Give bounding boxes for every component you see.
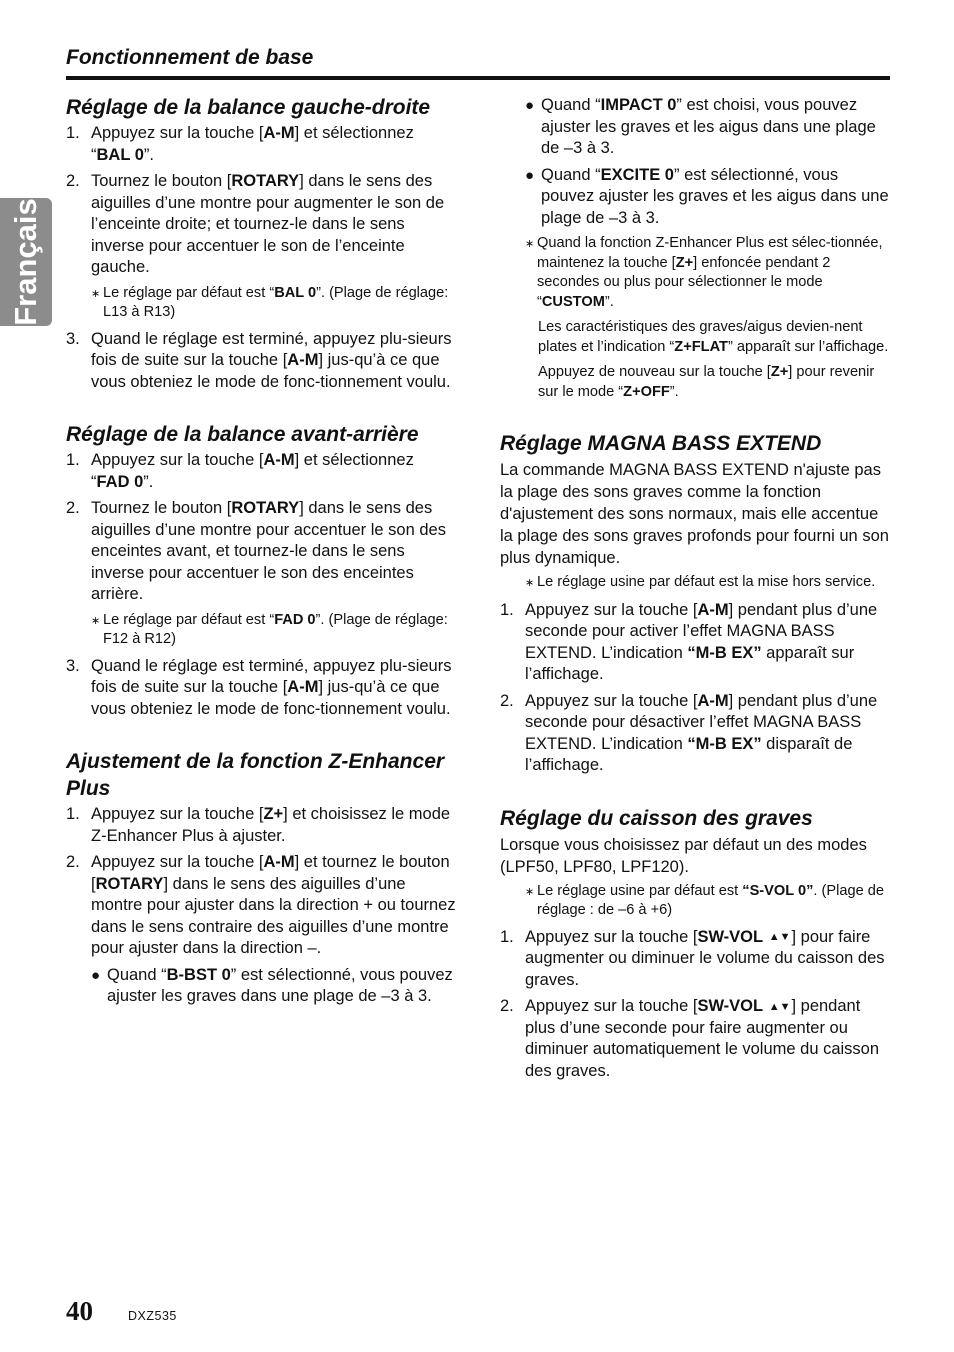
bullet-item (525, 95, 892, 160)
list-item (500, 927, 892, 992)
heading-z-enhancer: Ajustement de la fonction Z-Enhancer Plus (66, 750, 445, 800)
step-text: Quand le réglage est terminé, appuyez plu-sieurs fois de suite sur la touche [A-M] jus-qu’à ce que vous obteniez le mode de fonc-tionnement voulu. (91, 329, 452, 391)
step-text: Appuyez sur la touche [SW-VOL ▲▼] pendant plus d’une seconde pour faire augmenter ou diminuer automatiquement le volume du caisson des graves. (525, 997, 880, 1080)
right-column (500, 95, 892, 1087)
step-number: 3. (66, 329, 80, 348)
list-item (500, 996, 892, 1082)
list-item (66, 804, 456, 847)
asterisk-icon: ∗ (525, 238, 535, 250)
step-number: 2. (500, 997, 514, 1015)
step-text: Appuyez sur la touche [A-M] pendant plus d’une seconde pour désactiver l’effet MAGNA BASS EXTEND. L’indication “M-B EX” disparaît de l’affichage. (525, 691, 878, 774)
step-text: Appuyez sur la touche [A-M] et sélectionnez “BAL 0”. (91, 124, 414, 164)
list-item (66, 450, 456, 493)
asterisk-icon: ∗ (525, 577, 535, 589)
step-number: 2. (66, 172, 80, 190)
bullet-item (525, 165, 892, 230)
step-number: 1. (66, 451, 80, 469)
step-text: Appuyez sur la touche [A-M] et sélectionnez “FAD 0”. (91, 451, 414, 491)
list-item (66, 123, 456, 166)
heading-magna-bass: Réglage MAGNA BASS EXTEND (500, 432, 822, 455)
bullet-text: Quand “IMPACT 0” est choisi, vous pouvez ajuster les graves et les aigus dans une plage de –3 à 3. (541, 96, 876, 157)
list-item (66, 329, 456, 394)
list-item (66, 852, 456, 960)
note-text: Le réglage usine par défaut est “S-VOL 0”. (Plage de réglage : de –6 à +6) (537, 882, 884, 918)
step-text: Tournez le bouton [ROTARY] dans le sens des aiguilles d’une montre pour augmenter le son de l’enceinte droite; et tournez-le dans le sens inverse pour accentuer le son de l’enceinte gauche. (91, 172, 445, 276)
list-item (66, 656, 456, 721)
intro-paragraph: Lorsque vous choisissez par défaut un des modes (LPF50, LPF80, LPF120). (500, 835, 867, 876)
list-item (500, 691, 892, 777)
left-column (66, 94, 456, 1013)
note (525, 234, 892, 312)
step-number: 3. (66, 656, 80, 675)
step-text: Appuyez sur la touche [Z+] et choisissez le mode Z-Enhancer Plus à ajuster. (91, 805, 451, 845)
asterisk-icon: ∗ (525, 885, 535, 898)
up-down-arrow-icon: ▲▼ (768, 931, 791, 944)
step-number: 1. (66, 805, 80, 823)
bullet-text: Quand “EXCITE 0” est sélectionné, vous pouvez ajuster les graves et les aigus dans une plage de –3 à 3. (541, 165, 889, 227)
bullet-text: Quand “B-BST 0” est sélectionné, vous pouvez ajuster les graves dans une plage de –3 à 3. (107, 965, 453, 1005)
bullet-item (91, 965, 456, 1008)
step-number: 1. (66, 124, 80, 142)
note (91, 284, 456, 323)
note-continuation: Les caractéristiques des graves/aigus devien-nent plates et l’indication “Z+FLAT” apparaît sur l’affichage. (538, 319, 889, 355)
step-number: 2. (66, 499, 80, 517)
step-number: 1. (500, 600, 514, 619)
note (525, 573, 892, 594)
step-number: 2. (500, 691, 514, 710)
header-rule (66, 76, 890, 80)
bullet-dot-icon: ● (91, 966, 101, 984)
note-text: Le réglage par défaut est “FAD 0”. (Plage de réglage: F12 à R12) (103, 611, 448, 647)
list-item (66, 498, 456, 606)
language-tab-label: Français (8, 198, 43, 326)
language-tab (0, 198, 52, 326)
model-label: DXZ535 (128, 1309, 177, 1323)
asterisk-icon: ∗ (91, 614, 101, 627)
heading-balance-avant-arriere: Réglage de la balance avant-arrière (66, 423, 419, 446)
step-number: 2. (66, 853, 80, 871)
step-number: 1. (500, 927, 514, 946)
note-text: Le réglage usine par défaut est la mise hors service. (537, 574, 876, 590)
heading-balance-gauche-droite: Réglage de la balance gauche-droite (66, 96, 431, 119)
step-text: Appuyez sur la touche [A-M] et tournez le bouton [ROTARY] dans le sens des aiguilles d’une montre pour ajuster dans la direction + ou tournez dans le sens contraire des aiguilles d’une montre pour ajuster dans la direction –. (91, 853, 456, 957)
note-text: Quand la fonction Z-Enhancer Plus est sélec-tionnée, maintenez la touche [Z+] enfoncée pendant 2 secondes ou plus pour sélectionner le mode “CUSTOM”. (537, 235, 883, 310)
note (525, 882, 892, 921)
bullet-dot-icon: ● (525, 97, 535, 114)
list-item (66, 171, 456, 279)
step-text: Tournez le bouton [ROTARY] dans le sens des aiguilles d’une montre pour accentuer le son des enceintes avant, et tournez-le dans le sens inverse pour accentuer le son des enceintes arrière. (91, 499, 446, 603)
step-text: Quand le réglage est terminé, appuyez plu-sieurs fois de suite sur la touche [A-M] jus-qu’à ce que vous obteniez le mode de fonc-tionnement voulu. (91, 656, 452, 718)
note (91, 611, 456, 650)
heading-caisson-graves: Réglage du caisson des graves (500, 806, 813, 830)
note-text: Le réglage par défaut est “BAL 0”. (Plage de réglage: L13 à R13) (103, 284, 449, 320)
section-header-title: Fonctionnement de base (66, 46, 314, 69)
step-text: Appuyez sur la touche [SW-VOL ▲▼] pour faire augmenter ou diminuer le volume du caisson des graves. (525, 927, 885, 989)
asterisk-icon: ∗ (91, 287, 101, 300)
page-number: 40 (66, 1296, 93, 1326)
bullet-dot-icon: ● (525, 166, 535, 184)
step-text: Appuyez sur la touche [A-M] pendant plus d’une seconde pour activer l’effet MAGNA BASS EXTEND. L’indication “M-B EX” apparaît sur l’affichage. (525, 600, 878, 683)
up-down-arrow-icon: ▲▼ (768, 1000, 791, 1013)
intro-paragraph: La commande MAGNA BASS EXTEND n'ajuste pas la plage des sons graves comme la fonction d'ajustement des sons normaux, mais elle accentue la plage des sons graves profonds pour fourni un son plus dynamique. (500, 461, 889, 567)
list-item (500, 600, 892, 686)
note-continuation: Appuyez de nouveau sur la touche [Z+] pour revenir sur le mode “Z+OFF”. (538, 364, 875, 400)
